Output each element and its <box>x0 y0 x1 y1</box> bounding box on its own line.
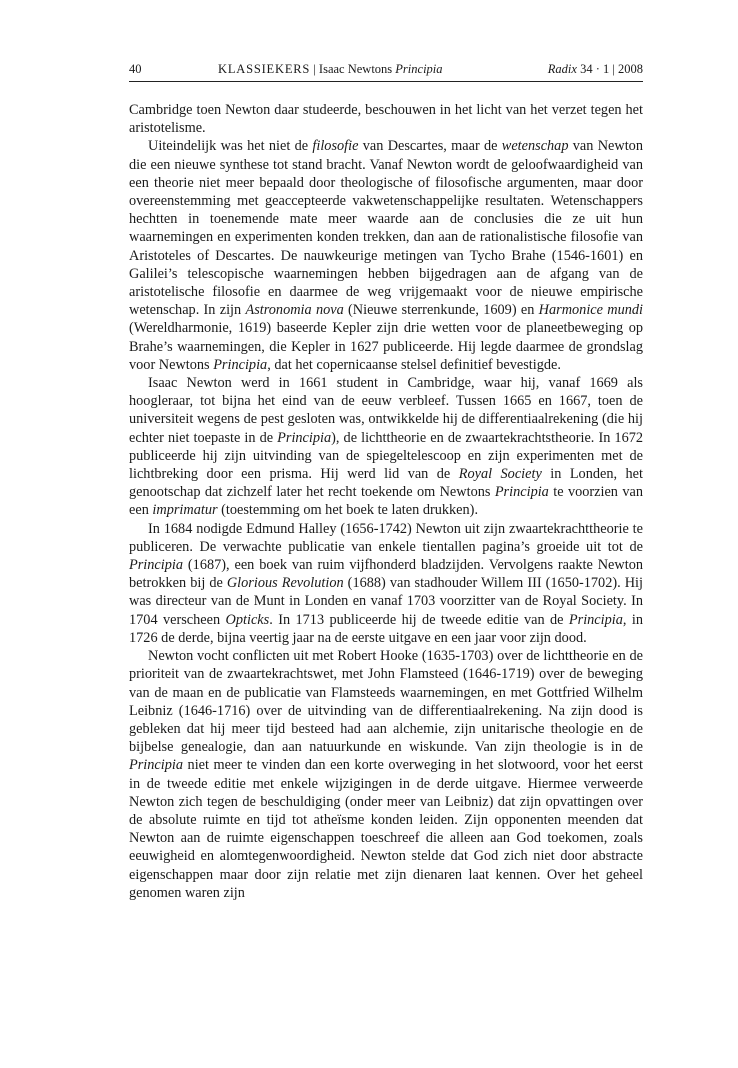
italic-text: Opticks <box>225 611 270 628</box>
text-run: van Descartes, maar de <box>358 138 502 155</box>
running-header <box>129 62 643 80</box>
article-subtitle-italic: Principia <box>395 62 443 76</box>
header-rule <box>129 81 643 82</box>
title-separator: | <box>310 62 319 76</box>
italic-text: Principia <box>494 484 549 501</box>
italic-text: Principia <box>129 757 184 774</box>
paragraph <box>129 374 643 520</box>
italic-text: Principia <box>568 611 623 628</box>
paragraph <box>129 101 643 137</box>
text-run: (Nieuwe sterrenkunde, 1609) en <box>343 302 539 319</box>
paragraph <box>129 520 643 647</box>
text-run: (1688) van stadhouder Willem III (1650-1702). Hij was directeur van de Munt in Londen en vanaf 1703 voorzitter van de Royal Society. In 1704 verscheen <box>129 575 643 628</box>
italic-text: Glorious Revolution <box>226 575 344 592</box>
paragraph <box>129 137 643 374</box>
text-run: Isaac Newton werd in 1661 student in Cambridge, waar hij, vanaf 1669 als hoogleraar, tot bijna het eind van de eeuw verbleef. Tussen 1665 en 1667, toen de universiteit wegens de pest gesloten was, ontwikkelde hij de differentiaalrekening (die hij echter niet toepaste in de <box>129 375 643 446</box>
text-run: Cambridge toen Newton daar studeerde, beschouwen in het licht van het verzet tegen het aristotelisme. <box>129 102 643 137</box>
paragraph <box>129 647 643 902</box>
italic-text: Principia <box>277 429 332 446</box>
text-run: van Newton die een nieuwe synthese tot stand bracht. Vanaf Newton wordt de geloofwaardigheid van een theorie niet meer bepaald door theologische of filosofische argumenten, maar door overeenstemming met geaccepteerde vakwetenschappelijke resultaten. Wetenschappers hechtten in toenemende mate meer waarde aan de conclusies die ze uit hun waarnemingen en experimenten konden trekken, dan aan de rationalistische filosofie van Aristoteles of Descartes. De nauwkeurige metingen van Tycho Brahe (1546-1601) en Galilei’s telescopische waarnemingen hebben bijgedragen aan de afgang van de aristotelische filosofie en daarmee de weg vrijgemaakt voor de nieuwe empirische wetenschap. In zijn <box>129 138 643 319</box>
text-run: niet meer te vinden dan een korte overweging in het slotwoord, voor het eerst in de tweede editie met enkele wijzigingen in de derde uitgave. Hiermee verweerde Newton zich tegen de beschuldiging (onder meer van Leibniz) dat zijn opvattingen over de absolute ruimte en tijd tot atheïsme konden leiden. Zijn opponenten meenden dat Newton aan de ruimte eigenschappen toeschreef die alleen aan God toekomen, zoals eeuwigheid en alomtegenwoordigheid. Newton stelde dat God zich niet door abstracte eigenschappen maar door zijn relatie met zijn dienaren laat kennen. Over het geheel genomen waren zijn <box>129 757 643 901</box>
text-run: In 1684 nodigde Edmund Halley (1656-1742) Newton uit zijn zwaartekrachttheorie te publiceren. De verwachte publicatie van enkele tientallen pagina’s groeide uit tot de <box>129 520 643 555</box>
text-run: . In 1713 publiceerde hij de tweede editie van de <box>269 611 569 628</box>
text-run: , in 1726 de derde, bijna veertig jaar na de eerste uitgave en een jaar voor zijn dood. <box>129 611 643 646</box>
text-run: (1687), een boek van ruim vijfhonderd bladzijden. Vervolgens raakte Newton betrokken bij de <box>129 557 643 592</box>
text-run: te voorzien van een <box>129 484 643 519</box>
section-title: KLASSIEKERS <box>218 62 311 76</box>
running-title <box>218 62 443 77</box>
italic-text: Principia <box>213 356 268 373</box>
text-run: (Wereldharmonie, 1619) baseerde Kepler zijn drie wetten voor de planeetbeweging op Brahe’s waarnemingen, die Kepler in 1627 publiceerde. Hij legde daarmee de grondslag voor Newtons <box>129 320 643 373</box>
text-run: Newton vocht conflicten uit met Robert Hooke (1635-1703) over de lichttheorie en de prioriteit van de zwaartekrachtswet, met John Flamsteed (1646-1719) over de beweging van de maan en de publicatie van Flamsteeds waarnemingen, en met Gottfried Wilhelm Leibniz (1646-1716) over de uitvinding van de differentiaalrekening. Na zijn dood is gebleken dat hij meer tijd besteed had aan alchemie, zijn unitarische theologie en de bijbelse genealogie, dan aan natuurkunde en wiskunde. Van zijn theologie is in de <box>129 648 643 756</box>
italic-text: Principia <box>129 557 184 574</box>
italic-text: imprimatur <box>152 502 218 519</box>
text-run: ), de lichttheorie en de zwaartekrachtstheorie. In 1672 publiceerde hij zijn uitvinding van de spiegeltelescoop en zijn experimenten met de lichtbreking door een prisma. Hij werd lid van de <box>129 429 644 483</box>
text-run: Uiteindelijk was het niet de <box>148 138 313 155</box>
journal-issue: 34 · 1 | 2008 <box>576 62 643 76</box>
journal-info <box>548 62 643 77</box>
page-number: 40 <box>129 62 142 76</box>
italic-text: wetenschap <box>501 138 569 155</box>
text-run: (toestemming om het boek te laten drukken). <box>217 502 479 519</box>
body-text <box>129 101 643 902</box>
text-run: in Londen, het genootschap dat zichzelf later het recht toekende om Newtons <box>129 466 643 501</box>
italic-text: Astronomia nova <box>245 302 344 319</box>
italic-text: Harmonice mundi <box>538 302 644 319</box>
text-run: , dat het copernicaanse stelsel definitief bevestigde. <box>267 356 561 373</box>
journal-name: Radix <box>547 62 577 76</box>
italic-text: filosofie <box>312 138 359 155</box>
article-subtitle: Isaac Newtons <box>318 62 396 76</box>
italic-text: Royal Society <box>458 466 542 483</box>
